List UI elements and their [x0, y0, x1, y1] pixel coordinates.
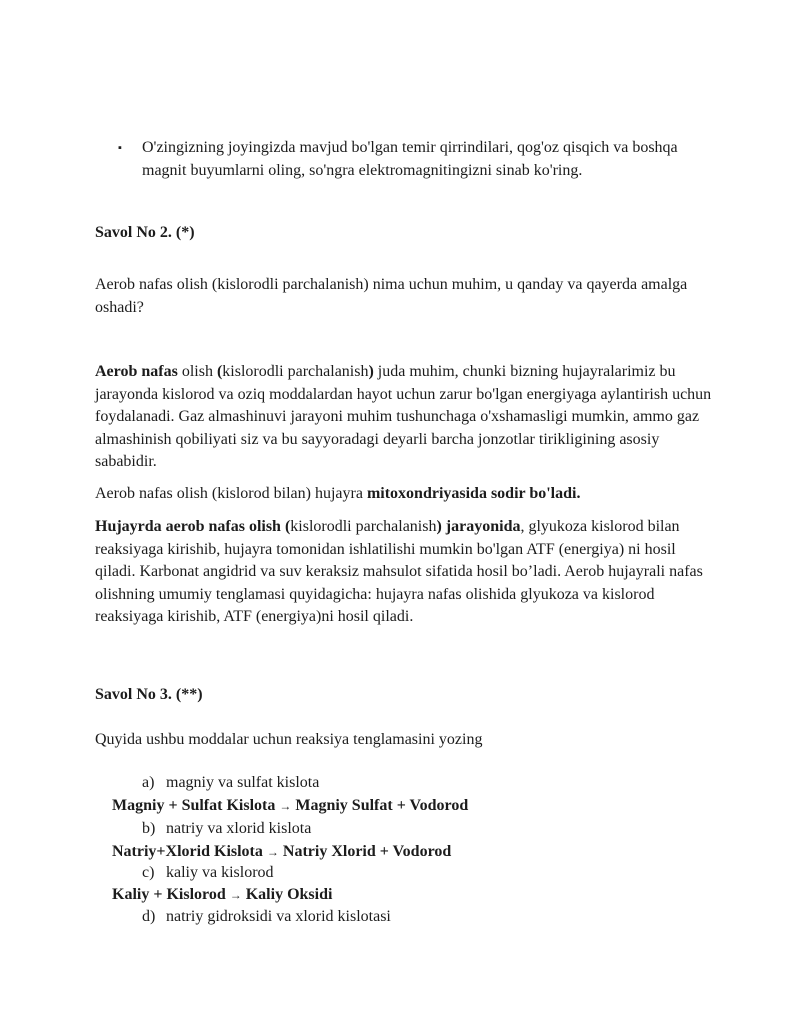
text-run: Aerob nafas olish (kislorod bilan) hujayra: [95, 485, 367, 502]
item-text: natriy va xlorid kislota: [166, 820, 312, 837]
list-item-c: [142, 862, 274, 885]
text-run: olish: [177, 363, 217, 380]
equation-right: Natriy Xlorid + Vodorod: [282, 843, 452, 860]
text-run: kislorodli parchalanish: [222, 363, 369, 380]
equation-a: [112, 795, 468, 818]
equation-b: [112, 841, 451, 864]
equation-left: Natriy+Xlorid Kislota: [112, 843, 263, 860]
bullet-text: O'zingizning joyingizda mavjud bo'lgan temir qirrindilari, qog'oz qisqich va boshqa magnit buyumlarni oling, so'ngra elektromagnitingizni sinab ko'ring.: [142, 139, 678, 179]
text-run: , glyukoza kislorod bilan reaksiyaga kirishib, hujayra tomonidan ishlatilishi mumkin bo'lgan ATF (energiya) ni hosil qiladi. Karbonat angidrid va suv keraksiz mahsulot sifatida hosil bo’ladi. Aerob hujayrali nafas olishning umumiy tenglamasi quyidagicha: hujayra nafas olishida glyukoza va kislorod reaksiyaga kirishib, ATF (energiya)ni hosil qiladi.: [95, 518, 703, 625]
bold-paren: (: [216, 363, 223, 380]
question-3-heading: Savol No 3. (**): [95, 686, 203, 703]
answer-2-paragraph-3: [95, 516, 715, 629]
text-run: kislorodli parchalanish: [290, 518, 437, 535]
item-label: c): [142, 864, 155, 881]
arrow-icon: →: [279, 799, 292, 813]
equation-left: Kaliy + Kislorod: [112, 886, 226, 903]
text-run: juda muhim, chunki bizning hujayralarimiz bu jarayonda kislorod va oziq moddalardan hayot uchun zarur bo'lgan energiyaga aylantirish uchun foydalanadi. Gaz almashinuvi jarayoni muhim tushunchaga o'xshamasligi mumkin, ammo gaz almashinish qobiliyati siz va bu sayyoradagi deyarli barcha jonzotlar tirikligining asosiy sababidir.: [95, 363, 712, 470]
equation-right: Magniy Sulfat + Vodorod: [295, 797, 469, 814]
bold-term: mitoxondriyasida sodir bo'ladi.: [366, 485, 581, 502]
arrow-icon: →: [266, 845, 279, 859]
item-label: d): [142, 908, 156, 925]
bold-term: Aerob nafas: [95, 363, 178, 380]
list-item-a: [142, 772, 319, 795]
item-text: natriy gidroksidi va xlorid kislotasi: [166, 908, 391, 925]
list-item-d: [142, 906, 391, 929]
answer-2-paragraph-2: [95, 483, 715, 506]
equation-c: [112, 884, 332, 907]
item-label: a): [142, 774, 155, 791]
list-item-b: [142, 818, 311, 841]
item-text: kaliy va kislorod: [166, 864, 274, 881]
arrow-icon: →: [229, 888, 242, 902]
item-text: magniy va sulfat kislota: [166, 774, 320, 791]
answer-2-paragraph-1: [95, 361, 715, 474]
item-label: b): [142, 820, 156, 837]
bold-term: Hujayrda aerob nafas olish (: [95, 518, 291, 535]
question-2-text: Aerob nafas olish (kislorodli parchalanish) nima uchun muhim, u qanday va qayerda amalga oshadi?: [95, 276, 688, 316]
equation-right: Kaliy Oksidi: [245, 886, 333, 903]
equation-left: Magniy + Sulfat Kislota: [112, 797, 276, 814]
question-2-heading: Savol No 2. (*): [95, 224, 195, 241]
bullet-mark: ▪: [118, 142, 122, 154]
bold-paren: ): [368, 363, 374, 380]
bold-term: ) jarayonida: [436, 518, 521, 535]
question-3-text: Quyida ushbu moddalar uchun reaksiya tenglamasini yozing: [95, 731, 483, 748]
